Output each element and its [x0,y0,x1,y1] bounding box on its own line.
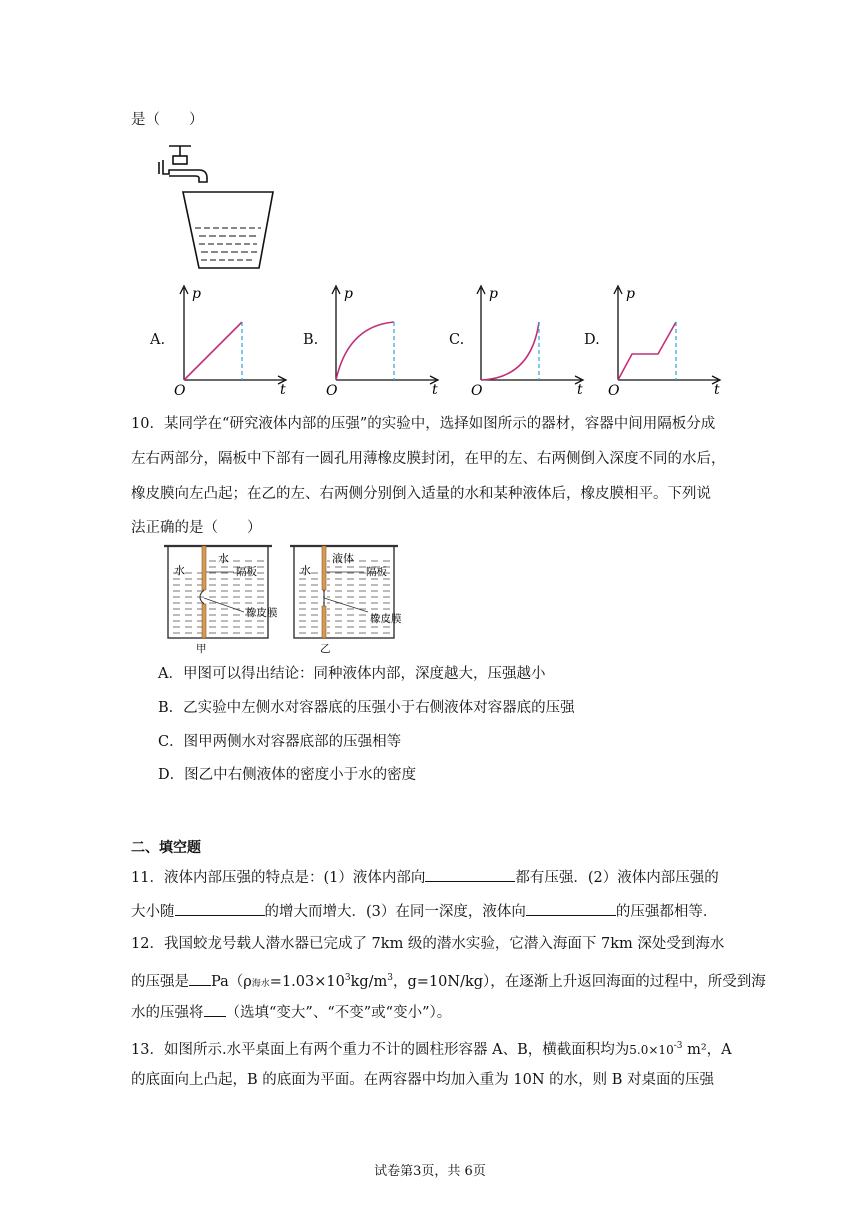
q13-text-1c: m²，A [682,1041,732,1058]
q12-line-3 [131,1002,451,1023]
q12-blank-2 [204,1002,226,1017]
jia-right-water-label: 水 [218,552,229,565]
faucet-container-figure [155,140,280,275]
q13-area-value: 5.0×10 [629,1042,674,1057]
q11-line-1 [131,867,719,888]
q11-text-1b: 都有压强．(2）液体内部压强的 [515,870,719,886]
yi-caption: 乙 [320,643,331,655]
graph-c-y-label: p [489,286,498,302]
q13-area-exp: -3 [673,1041,683,1051]
graph-option-b [322,282,447,397]
q12-rho-sub: 海水 [251,978,270,989]
section-title: 二、填空题 [131,840,201,856]
q12-text-2a: 的压强是 [131,973,189,990]
option-d-letter: D. [584,332,600,348]
q12-line-1: 12．我国蛟龙号载人潜水器已完成了 7km 级的潜水实验，它潜入海面下 7km 深处受到海水 [131,936,725,952]
page-footer: 试卷第3页，共 6页 [374,1164,486,1179]
q11-text-2b: 的增大而增大．(3）在同一深度，液体向 [264,904,526,920]
q11-text-2a: 大小随 [131,904,175,920]
graph-option-a [170,282,295,397]
option-c-letter: C. [449,332,465,348]
yi-membrane-label: 橡皮膜 [370,613,402,625]
graph-option-d [604,282,729,397]
q10-option-a: A．甲图可以得出结论：同种液体内部，深度越大，压强越小 [158,666,546,682]
yi-partition-label: 隔板 [366,566,387,578]
graph-option-c [467,282,592,397]
q10-option-d: D．图乙中右侧液体的密度小于水的密度 [158,767,417,783]
graph-b-origin: O [326,383,338,397]
q11-blank-2 [175,901,265,916]
graph-d-origin: O [608,383,620,397]
q12-text-2e: ，g=10N/kg），在逐渐上升返回海面的过程中，所受到海 [393,973,766,990]
q10-line-1: 10．某同学在“研究液体内部的压强”的实验中，选择如图所示的器材，容器中间用隔板分成 [131,416,716,432]
q12-text-2d: kg/m [350,973,388,990]
graph-a-x-label: t [280,382,286,397]
jia-left-water-label: 水 [174,564,185,577]
q13-line-2: 的底面向上凸起，B 的底面为平面。在两容器中均加入重为 10N 的水，则 B 对桌面的压强 [131,1072,714,1088]
q12-blank-1 [189,971,211,986]
q11-line-2 [131,901,717,922]
jia-partition-label: 隔板 [236,566,257,578]
q12-exp-2: 3 [387,973,394,983]
q13-line-1 [131,1036,732,1060]
q11-text-1a: 11．液体内部压强的特点是：(1）液体内部向 [131,870,426,886]
q10-line-3: 橡皮膜向左凸起；在乙的左、右两侧分别倒入适量的水和某种液体后，橡皮膜相平。下列说 [131,486,711,502]
q12-text-2b: Pa（ρ [211,973,252,990]
yi-left-water-label: 水 [300,564,311,577]
q11-text-2c: 的压强都相等． [615,904,718,920]
q11-blank-1 [425,867,515,882]
yi-right-liquid-label: 液体 [332,552,354,565]
q9-stem-tail: 是（ ） [131,112,204,128]
q12-text-3a: 水的压强将 [131,1005,204,1021]
graph-d-y-label: p [626,286,635,302]
q12-text-2c: =1.03×10 [269,973,345,990]
q12-exp: 3 [344,973,351,983]
q10-line-4: 法正确的是（ ） [131,520,262,536]
q10-option-b: B．乙实验中左侧水对容器底的压强小于右侧液体对容器底的压强 [158,700,575,716]
graph-c-x-label: t [577,382,583,397]
graph-a-origin: O [174,383,186,397]
q10-option-c: C．图甲两侧水对容器底部的压强相等 [158,734,402,750]
q13-text-1a: 13．如图所示.水平桌面上有两个重力不计的圆柱形容器 A、B，横截面积均为 [131,1041,630,1058]
option-b-letter: B. [303,332,319,348]
q12-line-2 [131,968,766,994]
q10-line-2: 左右两部分，隔板中下部有一圆孔用薄橡皮膜封闭，在甲的左、右两侧倒入深度不同的水后， [131,451,726,467]
jia-caption: 甲 [196,643,207,655]
q11-blank-3 [526,901,616,916]
graph-a-y-label: p [192,286,201,302]
q12-text-3b: （选填“变大”、“不变”或“变小”）。 [225,1005,452,1021]
graph-b-y-label: p [344,286,353,302]
option-a-letter: A. [150,332,166,348]
graph-d-x-label: t [714,382,720,397]
pressure-experiment-figure [160,540,420,656]
jia-membrane-label: 橡皮膜 [246,607,278,619]
graph-b-x-label: t [432,382,438,397]
graph-c-origin: O [471,383,483,397]
